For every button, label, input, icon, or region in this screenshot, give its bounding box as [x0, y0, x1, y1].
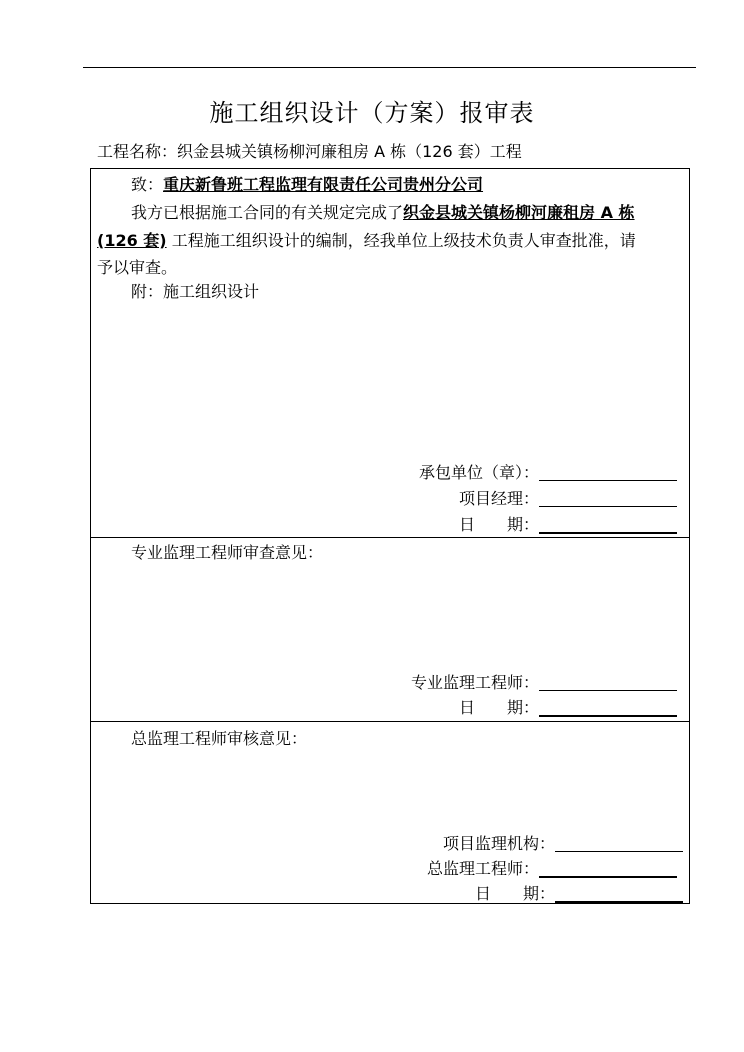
- sig-chief-label: 总监理工程师：: [426, 859, 539, 878]
- sig-agency-label: 项目监理机构：: [442, 834, 555, 853]
- page-title: 施工组织设计（方案）报审表: [209, 99, 535, 127]
- sig-date-label-1: 日 期：: [458, 515, 539, 534]
- sig-chief-row: [91, 859, 689, 881]
- body-start: 我方已根据施工合同的有关规定完成了: [131, 203, 404, 222]
- sig-date-blank-2[interactable]: [539, 715, 677, 717]
- sig-date-blank-1[interactable]: [539, 532, 677, 534]
- sig-manager-row: [91, 489, 689, 511]
- sig-date-label-3: 日 期：: [474, 884, 555, 903]
- engineer-review-heading: 专业监理工程师审查意见：: [131, 543, 324, 562]
- header-rule: [83, 67, 696, 68]
- sig-date-row-1: [91, 515, 689, 537]
- sig-contractor-blank[interactable]: [539, 480, 677, 481]
- sig-engineer-blank[interactable]: [539, 690, 677, 691]
- project-bold-1: 织金县城关镇杨柳河廉租房 A 栋: [403, 203, 635, 222]
- addressee: 重庆新鲁班工程监理有限责任公司贵州分公司: [163, 175, 484, 194]
- sig-chief-blank[interactable]: [539, 876, 677, 878]
- sig-engineer-row: [91, 673, 689, 695]
- sig-date-blank-3[interactable]: [555, 901, 683, 903]
- sig-manager-blank[interactable]: [539, 506, 677, 507]
- sig-contractor-row: [91, 463, 689, 485]
- chief-review-heading: 总监理工程师审核意见：: [131, 729, 308, 748]
- sig-date-row-3: [91, 884, 689, 906]
- sig-date-row-2: [91, 698, 689, 720]
- sig-contractor-label: 承包单位（章）：: [418, 463, 539, 482]
- sig-date-label-2: 日 期：: [458, 698, 539, 717]
- chief-review-section: [91, 721, 689, 903]
- body-line-3: 予以审查。: [97, 258, 178, 277]
- sig-engineer-label: 专业监理工程师：: [410, 673, 539, 692]
- addressee-line: [131, 175, 483, 195]
- body-line-1: [131, 203, 635, 223]
- sig-agency-row: [91, 834, 689, 856]
- project-name: 工程名称：织金县城关镇杨柳河廉租房 A 栋（126 套）工程: [97, 142, 522, 161]
- sig-agency-blank[interactable]: [555, 851, 683, 852]
- body-rest: 工程施工组织设计的编制，经我单位上级技术负责人审查批准，请: [166, 231, 636, 250]
- contractor-section: [91, 169, 689, 538]
- approval-form: [90, 168, 690, 904]
- project-bold-2: (126 套): [97, 231, 167, 250]
- body-line-2: [97, 231, 636, 251]
- sig-manager-label: 项目经理：: [458, 489, 539, 508]
- engineer-review-section: [91, 537, 689, 722]
- to-prefix: 致：: [131, 175, 164, 194]
- attachment-line: 附：施工组织设计: [131, 282, 260, 301]
